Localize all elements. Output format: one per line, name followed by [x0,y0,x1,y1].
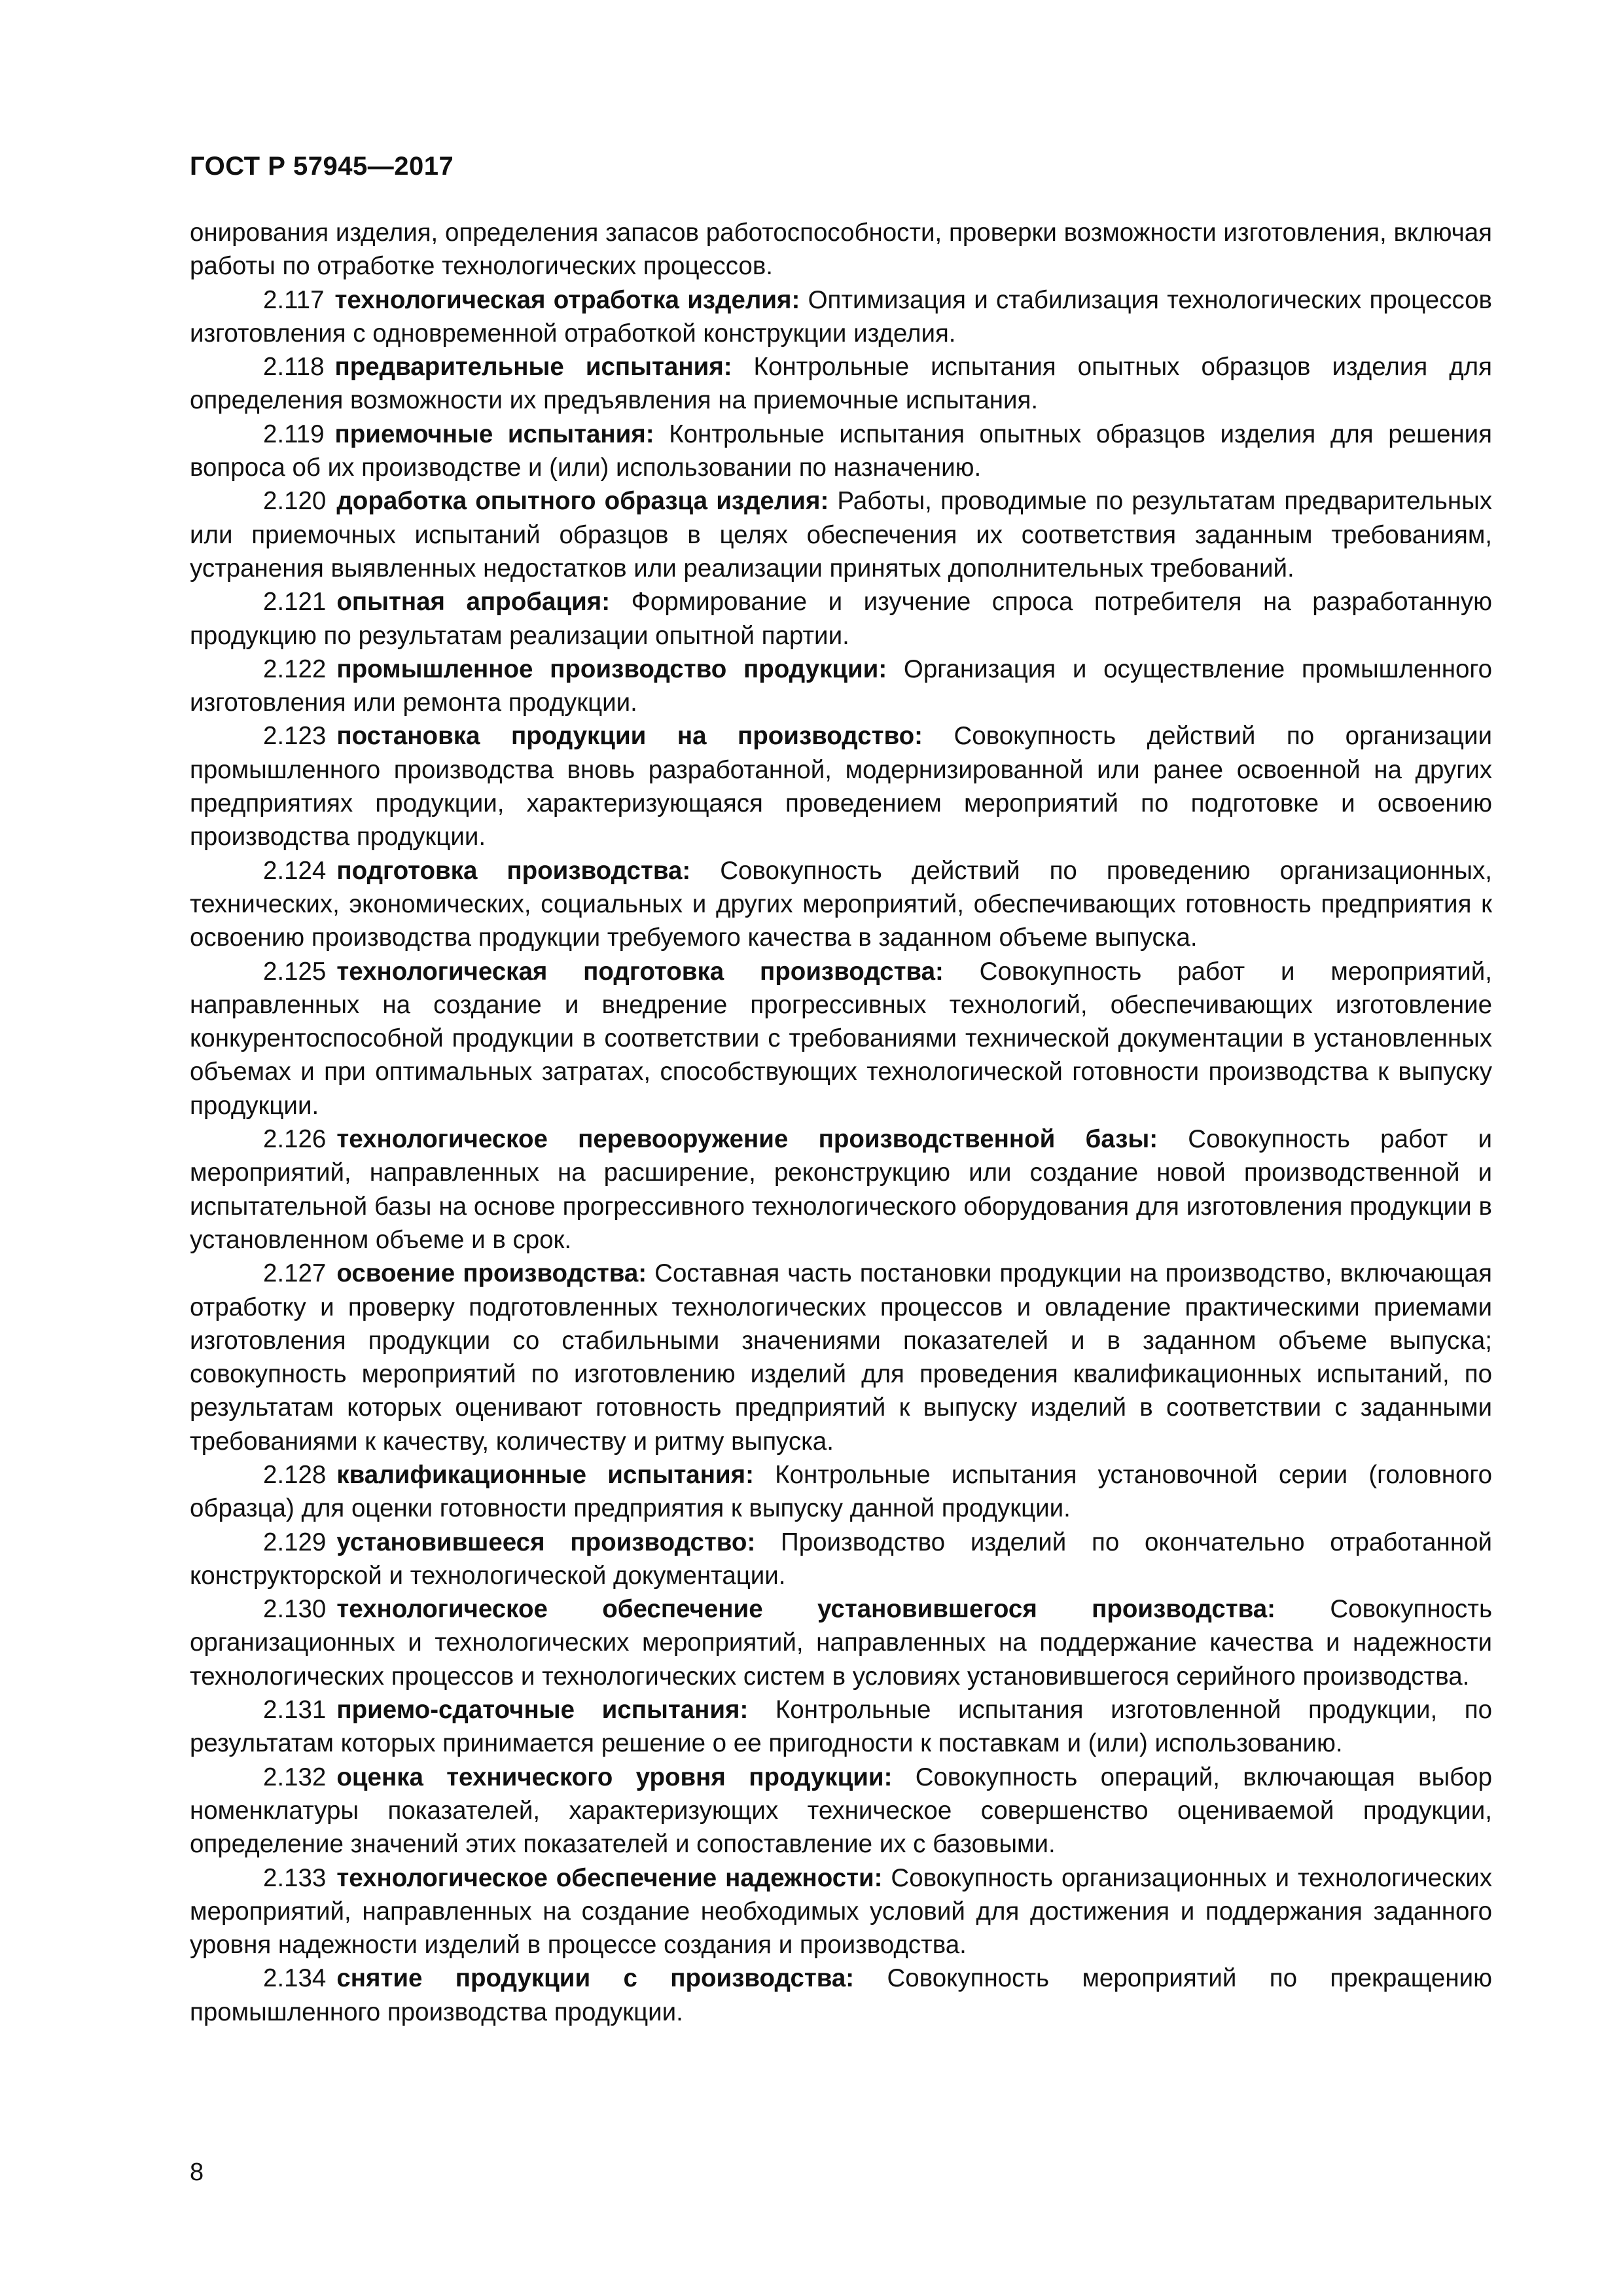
term-entry [190,854,1492,955]
term-title: приемочные испытания: [334,420,654,448]
term-number: 2.130 [263,1595,327,1624]
term-title: приемо-сдаточные испытания: [336,1696,749,1725]
term-definition: Контрольные испытания опытных образцов изделия для решения вопроса об их производстве и (или) использовании по назначению. [190,420,1493,482]
term-entry [190,418,1492,485]
term-definition: Совокупность работ и мероприятий, направленных на создание и внедрение прогрессивных технологий, обеспечивающих изготовление конкурентоспособной продукции в соответствии с требованиями технической документации в установленных объемах и при оптимальных затратах, способствующих технологической готовности производства к выпуску продукции. [190,957,1492,1120]
term-entry [190,1526,1492,1593]
term-entry [190,955,1492,1122]
term-definition: Работы, проводимые по результатам предварительных или приемочных испытаний образцов в целях обеспечения их соответствия заданным требованиям, устранения выявленных недостатков или реализации принятых дополнительных требований. [190,487,1492,583]
term-title: доработка опытного образца изделия: [336,487,829,516]
term-title: технологическое обеспечение надежности: [336,1863,883,1892]
term-title: постановка продукции на производство: [336,722,923,751]
term-title: технологическое перевооружение производственной базы: [336,1125,1158,1154]
term-entry [190,1693,1492,1761]
term-entry [190,1458,1492,1526]
term-entry [190,1962,1492,2029]
term-entry [190,484,1492,585]
terms-list [190,283,1492,2029]
term-number: 2.122 [263,655,327,683]
term-definition: Совокупность организационных и технологических мероприятий, направленных на поддержание качества и надежности технологических процессов и технологических систем в условиях установившегося серийного производства. [190,1595,1492,1691]
term-entry [190,653,1492,720]
term-title: освоение производства: [336,1259,647,1288]
term-entry [190,1257,1492,1458]
intro-continuation: онирования изделия, определения запасов работоспособности, проверки возможности изготовления, включая работы по отработке технологических процессов. [190,219,1492,281]
term-definition: Совокупность действий по организации промышленного производства вновь разработанной, модернизированной или ранее освоенной на других предприятиях продукции, характеризующаяся проведением мероприятий по подготовке и освоению производства продукции. [190,722,1492,852]
page-header: ГОСТ Р 57945—2017 [190,152,454,181]
term-definition: Совокупность операций, включающая выбор номенклатуры показателей, характеризующих техническое совершенство оцениваемой продукции, определение значений этих показателей и сопоставление их с базовыми. [190,1763,1492,1859]
term-definition: Совокупность действий по проведению организационных, технических, экономических, социальных и других мероприятий, обеспечивающих готовность предприятия к освоению производства продукции требуемого качества в заданном объеме выпуска. [190,856,1492,952]
term-title: промышленное производство продукции: [336,655,887,683]
term-number: 2.134 [263,1964,327,1993]
term-definition: Совокупность мероприятий по прекращению промышленного производства продукции. [190,1964,1492,2026]
term-title: подготовка производства: [336,856,691,885]
term-title: оценка технического уровня продукции: [336,1763,893,1791]
term-entry [190,1761,1492,1861]
term-entry [190,719,1492,853]
term-definition: Оптимизация и стабилизация технологических процессов изготовления с одновременной отработкой конструкции изделия. [190,285,1492,348]
term-number: 2.133 [263,1863,327,1892]
term-title: технологическая отработка изделия: [334,285,800,314]
term-number: 2.132 [263,1763,327,1791]
term-definition: Совокупность работ и мероприятий, направленных на расширение, реконструкцию или создание новой производственной и испытательной базы на основе прогрессивного технологического оборудования для изготовления продукции в установленном объеме и в срок. [190,1125,1492,1254]
term-number: 2.119 [263,420,325,448]
term-definition: Контрольные испытания установочной серии (головного образца) для оценки готовности предприятия к выпуску данной продукции. [190,1460,1492,1523]
page-number: 8 [190,2159,204,2186]
term-number: 2.124 [263,856,327,885]
term-title: предварительные испытания: [334,353,732,382]
term-number: 2.128 [263,1460,327,1489]
term-title: технологическое обеспечение установившегося производства: [336,1595,1276,1624]
term-entry [190,1122,1492,1257]
term-definition: Совокупность организационных и технологических мероприятий, направленных на создание необходимых условий для достижения и поддержания заданного уровня надежности изделий в процессе создания и производства. [190,1863,1492,1960]
term-number: 2.120 [263,487,327,516]
term-number: 2.125 [263,957,327,986]
term-number: 2.127 [263,1259,327,1288]
term-entry [190,1861,1492,1962]
term-definition: Составная часть постановки продукции на производство, включающая отработку и проверку подготовленных технологических процессов и овладение практическими приемами изготовления продукции со стабильными значениями показателей и в заданном объеме выпуска; совокупность мероприятий по изготовлению изделий для проведения квалификационных испытаний, по результатам которых оценивают готовность предприятий к выпуску изделий в соответствии с заданными требованиями к качеству, количеству и ритму выпуска. [190,1259,1492,1456]
term-entry [190,585,1492,653]
term-definition: Организация и осуществление промышленного изготовления или ремонта продукции. [190,655,1492,717]
term-title: установившееся производство: [336,1528,756,1556]
document-body [190,216,1492,2029]
term-definition: Контрольные испытания изготовленной продукции, по результатам которых принимается решение о ее пригодности к поставкам и (или) использованию. [190,1696,1493,1758]
term-number: 2.123 [263,722,327,751]
term-number: 2.118 [263,353,325,382]
term-entry [190,283,1492,351]
term-entry [190,1592,1492,1693]
term-number: 2.117 [263,285,325,314]
term-title: снятие продукции с производства: [336,1964,855,1993]
term-title: квалификационные испытания: [336,1460,754,1489]
term-definition: Производство изделий по окончательно отработанной конструкторской и технологической документации. [190,1528,1492,1590]
term-definition: Контрольные испытания опытных образцов изделия для определения возможности их предъявления на приемочные испытания. [190,353,1492,415]
term-title: технологическая подготовка производства: [336,957,944,986]
term-number: 2.126 [263,1125,327,1154]
term-number: 2.131 [263,1696,327,1725]
term-entry [190,350,1492,418]
term-number: 2.121 [263,588,327,617]
term-title: опытная апробация: [336,588,611,617]
term-definition: Формирование и изучение спроса потребителя на разработанную продукцию по результатам реализации опытной партии. [190,588,1492,650]
term-number: 2.129 [263,1528,327,1556]
